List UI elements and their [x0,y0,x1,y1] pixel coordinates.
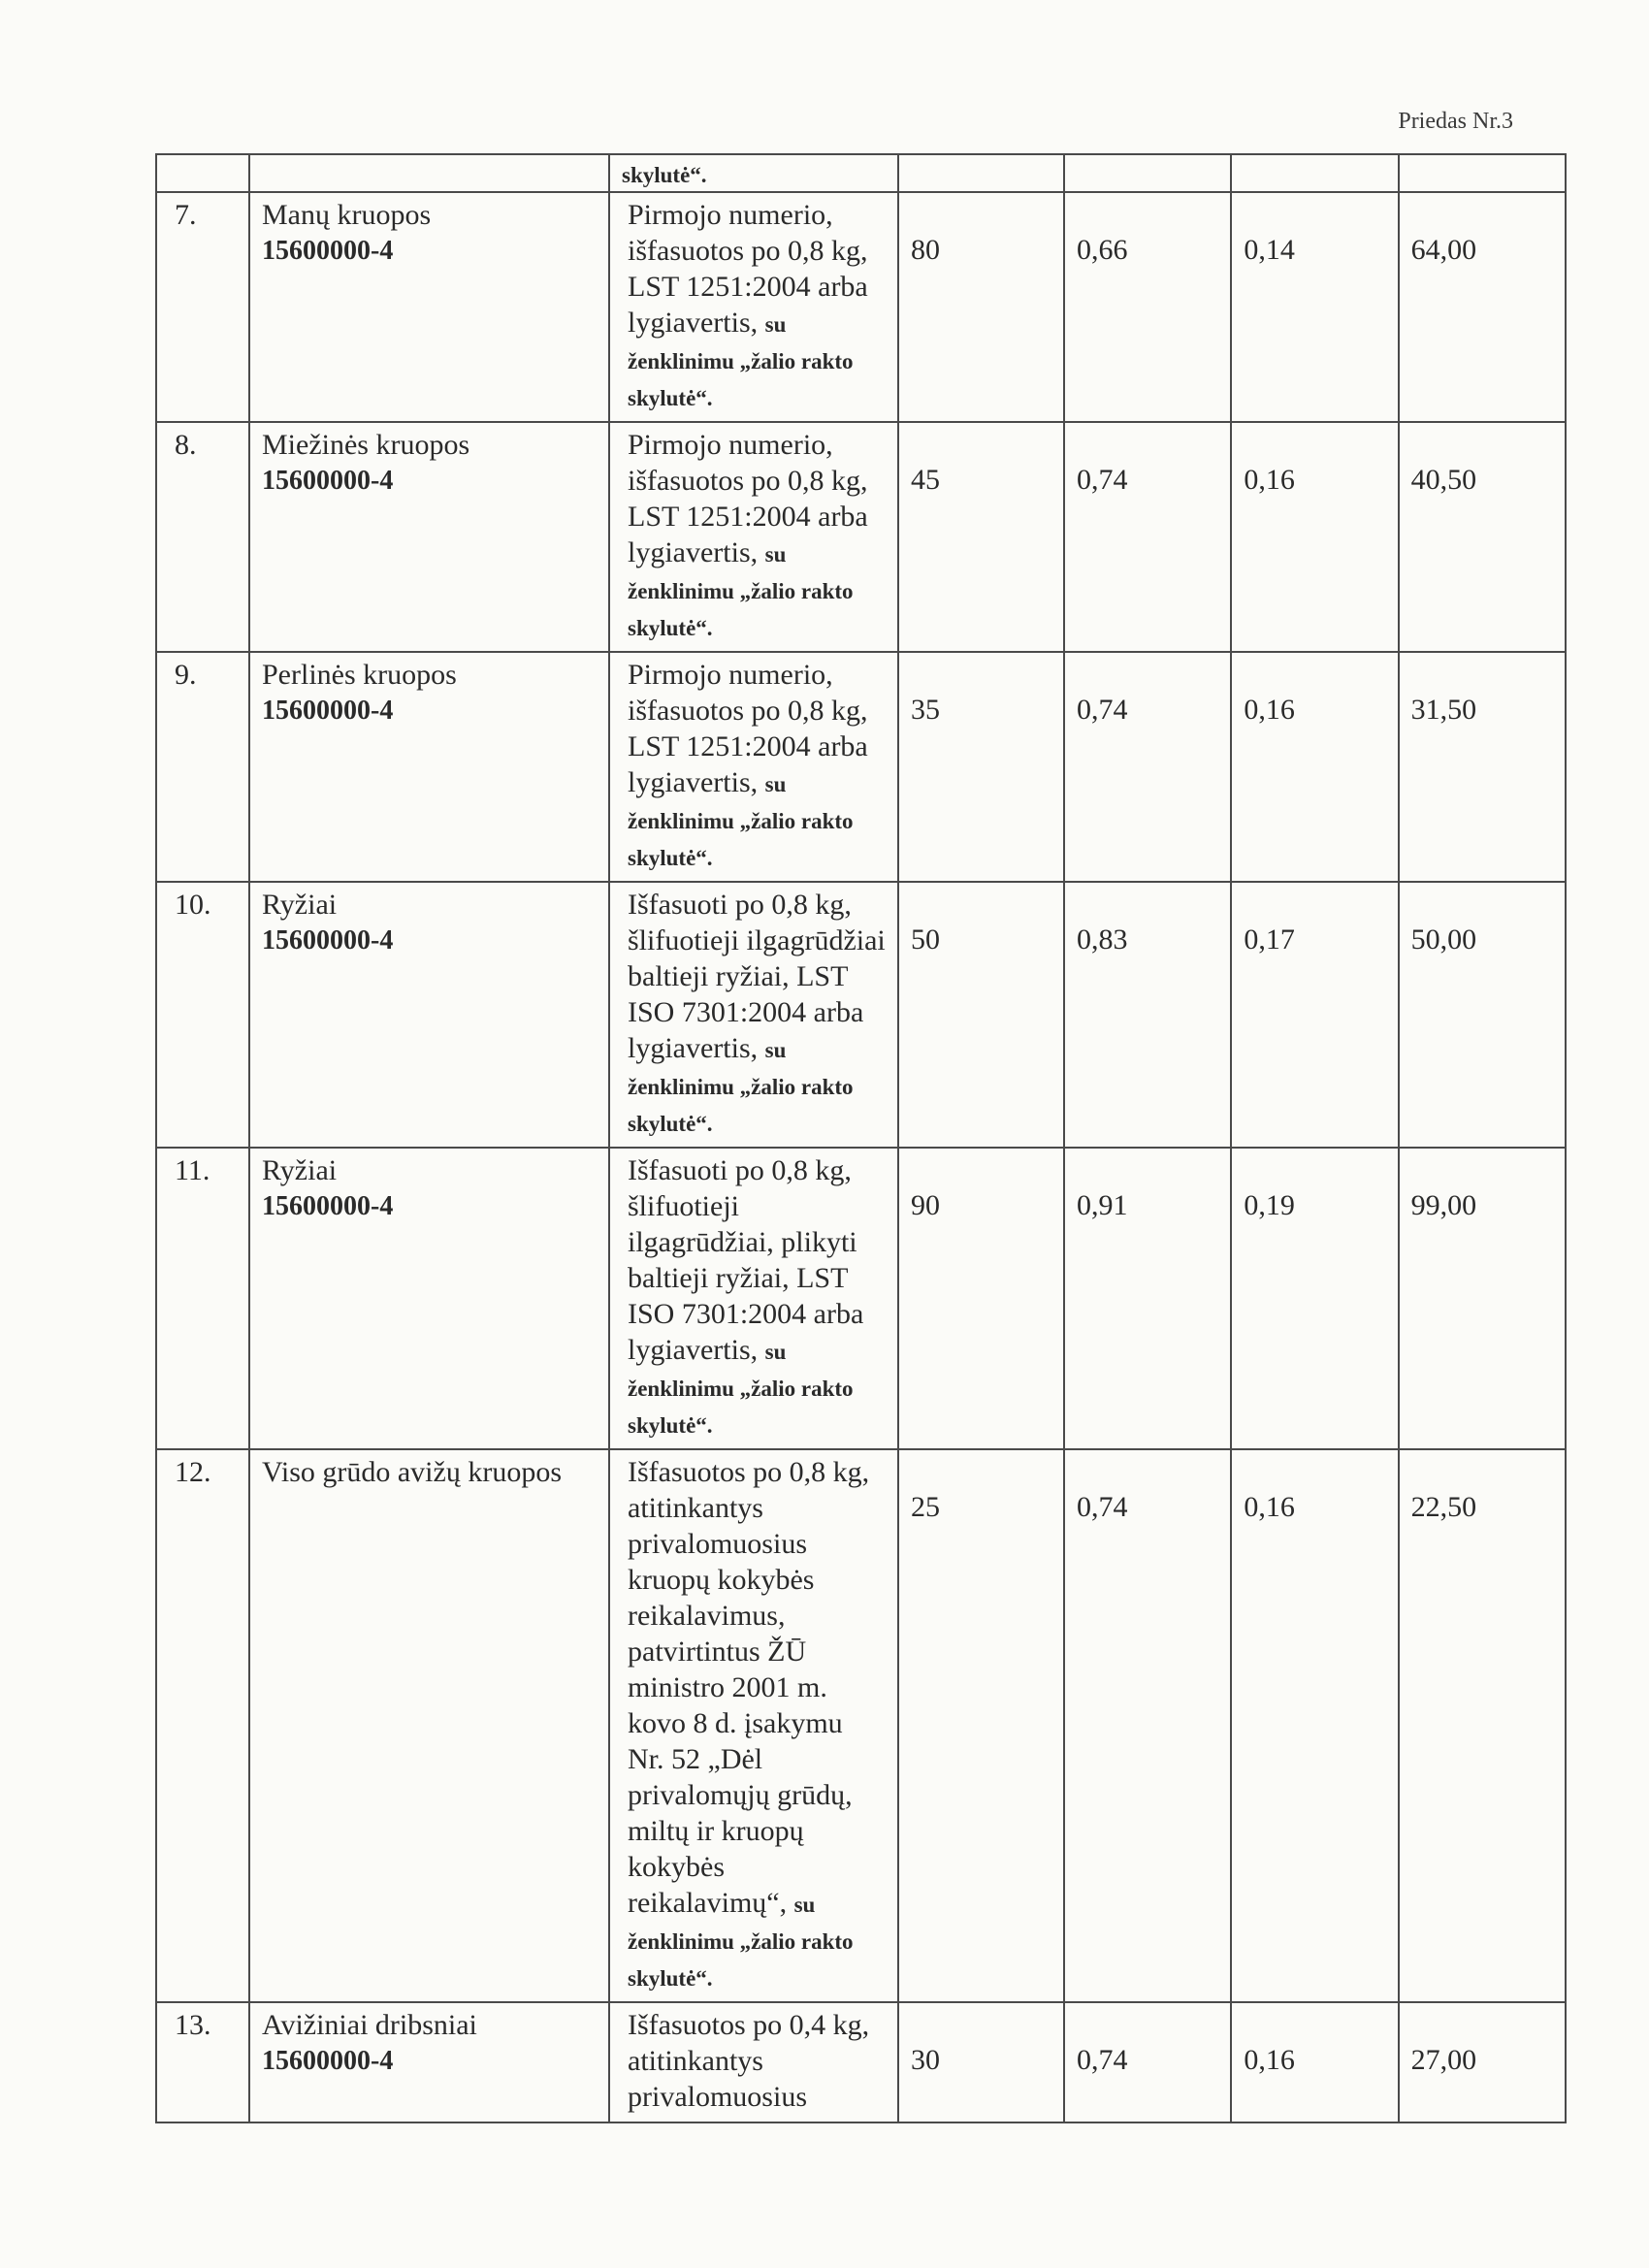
price-cell: 0,91 [1064,1148,1231,1449]
vat-cell: 0,17 [1231,882,1398,1148]
product-description-cell [609,192,898,422]
quantity-cell: 45 [898,422,1064,652]
eco-label-text: ženklinimu „žalio rakto skylutė“. [628,1929,854,1991]
total-cell: 31,50 [1399,652,1566,882]
product-code: 15600000-4 [262,1191,394,1221]
product-code: 15600000-4 [262,236,394,266]
product-description: Pirmojo numerio, išfasuotos po 0,8 kg, LST 1251:2004 arba lygiavertis, [628,429,868,568]
total-cell: 22,50 [1399,1449,1566,2002]
product-name: Ryžiai [262,889,338,921]
vat-cell: 0,16 [1231,422,1398,652]
price-cell: 0,66 [1064,192,1231,422]
product-code: 15600000-4 [262,466,394,496]
product-name-cell [249,1148,609,1449]
eco-label-text: ženklinimu „žalio rakto skylutė“. [628,809,854,870]
total-cell: 40,50 [1399,422,1566,652]
product-name-cell [249,192,609,422]
row-number: 12. [156,1449,249,2002]
product-description-cell [609,652,898,882]
description-su: su [764,1038,787,1062]
row-number: 9. [156,652,249,882]
eco-label-text: ženklinimu „žalio rakto skylutė“. [628,579,854,640]
product-code: 15600000-4 [262,925,394,956]
total-cell: 50,00 [1399,882,1566,1148]
table-row [156,1148,1566,1449]
quantity-cell: 35 [898,652,1064,882]
total-cell: 64,00 [1399,192,1566,422]
product-description: Išfasuoti po 0,8 kg, šlifuotieji ilgagrūdžiai baltieji ryžiai, LST ISO 7301:2004 arba lygiavertis, [628,889,886,1064]
quantity-cell: 90 [898,1148,1064,1449]
product-name: Manų kruopos [262,199,432,231]
table-row [156,882,1566,1148]
product-description: Išfasuoti po 0,8 kg, šlifuotieji ilgagrūdžiai, plikyti baltieji ryžiai, LST ISO 7301:2004 arba lygiavertis, [628,1154,864,1366]
vat-cell: 0,14 [1231,192,1398,422]
row-number: 7. [156,192,249,422]
vat-cell: 0,16 [1231,2002,1398,2122]
product-name-cell [249,1449,609,2002]
annex-label: Priedas Nr.3 [1398,109,1513,134]
product-name-cell [249,2002,609,2122]
total-cell: 27,00 [1399,2002,1566,2122]
price-cell: 0,74 [1064,2002,1231,2122]
table-row [156,192,1566,422]
row-number: 13. [156,2002,249,2122]
product-description-cell [609,1148,898,1449]
eco-label-text: ženklinimu „žalio rakto skylutė“. [628,349,854,410]
description-su: su [793,1893,816,1917]
product-code: 15600000-4 [262,2046,394,2076]
vat-cell: 0,16 [1231,1449,1398,2002]
product-description: Pirmojo numerio, išfasuotos po 0,8 kg, LST 1251:2004 arba lygiavertis, [628,199,868,339]
table-row [156,652,1566,882]
product-description: Pirmojo numerio, išfasuotos po 0,8 kg, LST 1251:2004 arba lygiavertis, [628,659,868,798]
quantity-cell: 50 [898,882,1064,1148]
description-su: su [764,312,787,337]
price-cell: 0,74 [1064,652,1231,882]
product-description-cell [609,882,898,1148]
description-su: su [764,1340,787,1364]
product-name-cell [249,422,609,652]
vat-cell: 0,16 [1231,652,1398,882]
row-number: 8. [156,422,249,652]
product-description-cell [609,422,898,652]
product-name: Perlinės kruopos [262,659,457,691]
product-code: 15600000-4 [262,696,394,726]
product-description-cell [609,2002,898,2122]
quantity-cell: 30 [898,2002,1064,2122]
total-cell: 99,00 [1399,1148,1566,1449]
price-cell: 0,74 [1064,1449,1231,2002]
table-row [156,2002,1566,2122]
description-su: su [764,542,787,567]
vat-cell: 0,19 [1231,1148,1398,1449]
product-name-cell [249,882,609,1148]
quantity-cell: 25 [898,1449,1064,2002]
product-description-cell [609,1449,898,2002]
row-number: 10. [156,882,249,1148]
description-su: su [764,772,787,796]
product-name: Viso grūdo avižų kruopos [262,1456,562,1488]
product-description: Išfasuotos po 0,8 kg, atitinkantys privalomuosius kruopų kokybės reikalavimus, patvirtintus ŽŪ ministro 2001 m. kovo 8 d. įsakymu Nr. 52 „Dėl privalomųjų grūdų, miltų ir kruopų kokybės reikalavimų“, [628,1456,870,1919]
products-table [155,153,1567,2123]
product-name: Ryžiai [262,1154,338,1186]
top-fragment-text: skylutė“. [622,163,707,187]
table-row [156,422,1566,652]
table-row [156,1449,1566,2002]
row-number: 11. [156,1148,249,1449]
price-cell: 0,83 [1064,882,1231,1148]
eco-label-text: ženklinimu „žalio rakto skylutė“. [628,1377,854,1438]
eco-label-text: ženklinimu „žalio rakto skylutė“. [628,1075,854,1136]
quantity-cell: 80 [898,192,1064,422]
product-name-cell [249,652,609,882]
product-name: Miežinės kruopos [262,429,470,461]
product-name: Avižiniai dribsniai [262,2009,477,2041]
table-top-fragment-row [156,154,1566,192]
product-description: Išfasuotos po 0,4 kg, atitinkantys privalomuosius [628,2009,870,2113]
price-cell: 0,74 [1064,422,1231,652]
